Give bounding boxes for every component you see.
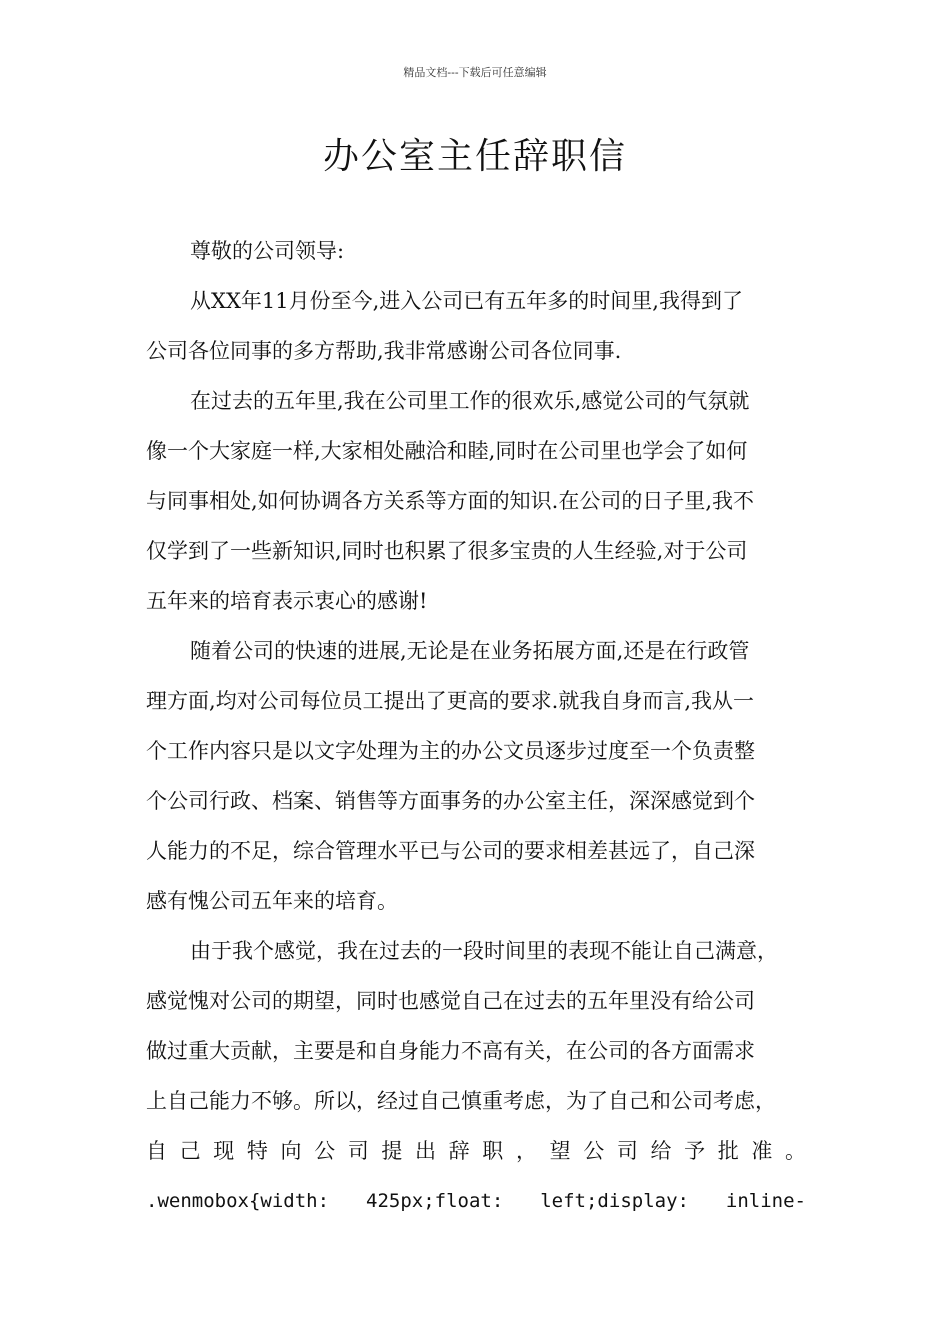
paragraph-line: 随着公司的快速的进展,无论是在业务拓展方面,还是在行政管	[190, 639, 750, 663]
page-header: 精品文档---下载后可任意编辑	[403, 66, 547, 79]
paragraph-line: 上自己能力不够。所以，经过自己慎重考虑，为了自己和公司考虑，	[146, 1089, 776, 1113]
paragraph-line: 五年来的培育表示衷心的感谢!	[146, 589, 428, 613]
stray-code-line: .wenmobox{width: 425px;float: left;display: inline-	[146, 1190, 806, 1212]
paragraph-line: 做过重大贡献，主要是和自身能力不高有关，在公司的各方面需求	[146, 1039, 755, 1063]
paragraph-line: 理方面,均对公司每位员工提出了更高的要求.就我自身而言,我从一	[146, 689, 755, 713]
paragraph-line: 与同事相处,如何协调各方关系等方面的知识.在公司的日子里,我不	[146, 489, 755, 513]
salutation: 尊敬的公司领导:	[190, 239, 345, 263]
paragraph-line: 像一个大家庭一样,大家相处融洽和睦,同时在公司里也学会了如何	[146, 439, 748, 463]
paragraph-line: 仅学到了一些新知识,同时也积累了很多宝贵的人生经验,对于公司	[146, 539, 748, 563]
paragraph-line: 人能力的不足，综合管理水平已与公司的要求相差甚远了，自己深	[146, 839, 755, 863]
paragraph-line: 由于我个感觉，我在过去的一段时间里的表现不能让自己满意，	[190, 939, 778, 963]
paragraph-line: 从XX年11月份至今,进入公司已有五年多的时间里,我得到了	[190, 289, 743, 313]
document-title: 办公室主任辞职信	[322, 136, 627, 177]
paragraph-line: 感觉愧对公司的期望，同时也感觉自己在过去的五年里没有给公司	[146, 989, 755, 1013]
paragraph-line: 感有愧公司五年来的培育。	[146, 889, 398, 913]
paragraph-line: 公司各位同事的多方帮助,我非常感谢公司各位同事.	[146, 339, 622, 363]
paragraph-line: 个公司行政、档案、销售等方面事务的办公室主任，深深感觉到个	[146, 789, 755, 813]
paragraph-line: 个工作内容只是以文字处理为主的办公文员逐步过度至一个负责整	[146, 739, 755, 763]
paragraph-line: 自 己 现 特 向 公 司 提 出 辞 职 ， 望 公 司 给 予 批 准 。	[146, 1139, 806, 1163]
paragraph-line: 在过去的五年里,我在公司里工作的很欢乐,感觉公司的气氛就	[190, 389, 750, 413]
